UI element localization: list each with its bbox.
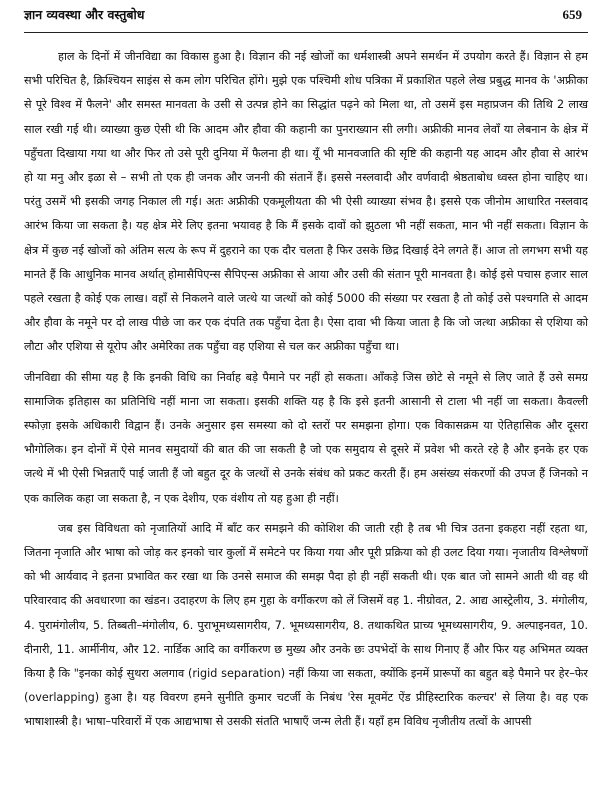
paragraph-text: हाल के दिनों में जीनविद्या का विकास हुआ है। विज्ञान की नई खोजों का धर्मशास्त्री अपने समर्थन में उपयोग करते हैं। विज्ञान से हम सभी परिचित है, क्रिश्चियन साइंस से कम लोग परिचित होंगे। मुझे एक पश्चिमी शोध पत्रिका में प्रकाशित पहले लेख प्रबुद्ध मानव के 'अफ्रीका से पूरे विश्व में फैलने' और समस्त मानवता के उसी से उत्पन्न होने का सिद्धांत पढ़ने को मिला था, तो उसमें इस महाप्रजन की तिथि 2 लाख साल रखी गई थी। व्याख्या कुछ ऐसी थी कि आदम और हौवा की कहानी का पुनराख्यान सी लगी। अफ्रीकी मानव लेवाँ या लेबनान के क्षेत्र में पहुँचता दिखाया गया था और फिर तो उसे पूरी दुनिया में फैलना ही था। यूँ भी मानवजाति की सृष्टि की कहानी यह आदम और हौवा से आरंभ हो या मनु और इळा से – सभी तो एक ही जनक और जननी की संतानें हैं। इससे नस्लवादी और वर्णवादी श्रेष्ठताबोध ध्वस्त होना चाहिए था। परंतु उसमें भी इसकी जगह निकाल ली गई। अतः अफ्रीकी एकमूलीयता की भी ऐसी व्याख्या संभव है। इससे एक जीनोम आधारित नस्लवाद आरंभ किया जा सकता है। यह क्षेत्र मेरे लिए इतना भयावह है कि मैं इसके दावों को झुठला भी नहीं सकता, मान भी नहीं सकता। विज्ञान के क्षेत्र में कुछ नई खोजों को अंतिम सत्य के रूप में दुहराने का एक दौर चलता है फिर उसके छिद्र दिखाई देने लगते हैं। आज तो लगभग सभी यह मानते हैं कि आधुनिक मानव अर्थात् होमासैपिएन्स सैपिएन्स अफ्रीका से आया और उसी की संतान पूरी मानवता है। कोई इसे पचास हजार साल पहले रखता है कोई एक लाख। वहाँ से निकलने वाले जत्थे या जत्थों को कोई 5000 की संख्या पर रखता है तो कोई उसे पश्चगति से आदम और हौवा के नमूने पर दो लाख पीछे जा कर एक दंपति तक पहुँचा देता है। ऐसा दावा भी किया जाता है कि जो जत्था अफ्रीका से एशिया को लौटा और एशिया से यूरोप और अमेरिका तक पहुँचा वह एशिया से चल कर अफ्रीका पहुँचा था।	[24, 50, 588, 354]
paragraph-1	[24, 45, 588, 360]
header-rule	[24, 32, 588, 33]
page-header	[24, 6, 588, 30]
paragraph-text: जब इस विविधता को नृजातियों आदि में बाँट कर समझने की कोशिश की जाती रही है तब भी चित्र उतना इकहरा नहीं रहता था, जितना नृजाति और भाषा को जोड़ कर इनको चार कुलों में समेटने पर किया गया और पूरी प्रक्रिया को ही उलट दिया गया। नृजातीय विश्लेषणों को भी आर्यवाद ने इतना प्रभावित कर रखा था कि उनसे समाज की समझ पैदा हो ही नहीं सकती थी। एक बात जो सामने आती थी वह थी परिवारवाद की अवधारणा का खंडन। उदाहरण के लिए हम गुहा के वर्गीकरण को लें जिसमें वह 1. नीग्रोवत, 2. आद्य आस्ट्रेलीय, 3. मंगोलीय, 4. पुरामंगोलीय, 5. तिब्बती–मंगोलीय, 6. पुराभूमध्यसागरीय, 7. भूमध्यसागरीय, 8. तथाकथित प्राच्य भूमध्यसागरीय, 9. अल्पाइनवत, 10. दीनारी, 11. आर्मीनीय, और 12. नार्डिक आदि का वर्गीकरण छ मुख्य और उनके छः उपभेदों के साथ गिनाए हैं और फिर यह अभिमत व्यक्त किया है कि "इनका कोई सुथरा अलगाव (rigid separation) नहीं किया जा सकता, क्योंकि इनमें प्रारूपों का बहुत बड़े पैमाने पर हेर–फेर (overlapping) हुआ है। यह विवरण हमने सुनीति कुमार चटर्जी के निबंध 'रेस मूवमेंट ऐंड प्रीहिस्टारिक कल्चर' से लिया है। वह एक भाषाशास्त्री है। भाषा–परिवारों में एक आद्यभाषा से उसकी संतति भाषाएँ जन्म लेती हैं। यहाँ हम विविध नृजीतीय तत्वों के आपसी	[24, 521, 588, 729]
paragraph-3	[24, 517, 588, 735]
page-number: 659	[562, 7, 582, 22]
paragraph-2	[24, 366, 588, 511]
paragraph-text: जीनविद्या की सीमा यह है कि इनकी विधि का निर्वाह बड़े पैमाने पर नहीं हो सकता। आँकड़े जिस छोटे से नमूने से लिए जाते हैं उसे समग्र सामाजिक इतिहास का प्रतिनिधि नहीं माना जा सकता। इसकी शक्ति यह है कि इसे इतनी आसानी से टाला भी नहीं जा सकता। कैवल्ली स्फोज़ा इसके अधिकारी विद्वान हैं। उनके अनुसार इस समस्या को दो स्तरों पर समझना होगा। एक विकासक्रम या ऐतिहासिक और दूसरा भौगोलिक। इन दोनों में ऐसे मानव समुदायों की बात की जा सकती है जो एक समुदाय से दूसरे में प्रवेश भी करते रहे है और इनके हर एक जत्थे में भी ऐसी भिन्नताएँ पाई जाती हैं जो बहुत दूर के जत्थों से उनके संबंध को प्रकट करती हैं। हम असंख्य संकरणों की उपज हैं जिनको न एक कालिक कहा जा सकता है, न एक देशीय, एक वंशीय तो यह हुआ ही नहीं।	[24, 370, 588, 505]
running-title: ज्ञान व्यवस्था और वस्तुबोध	[24, 7, 145, 22]
